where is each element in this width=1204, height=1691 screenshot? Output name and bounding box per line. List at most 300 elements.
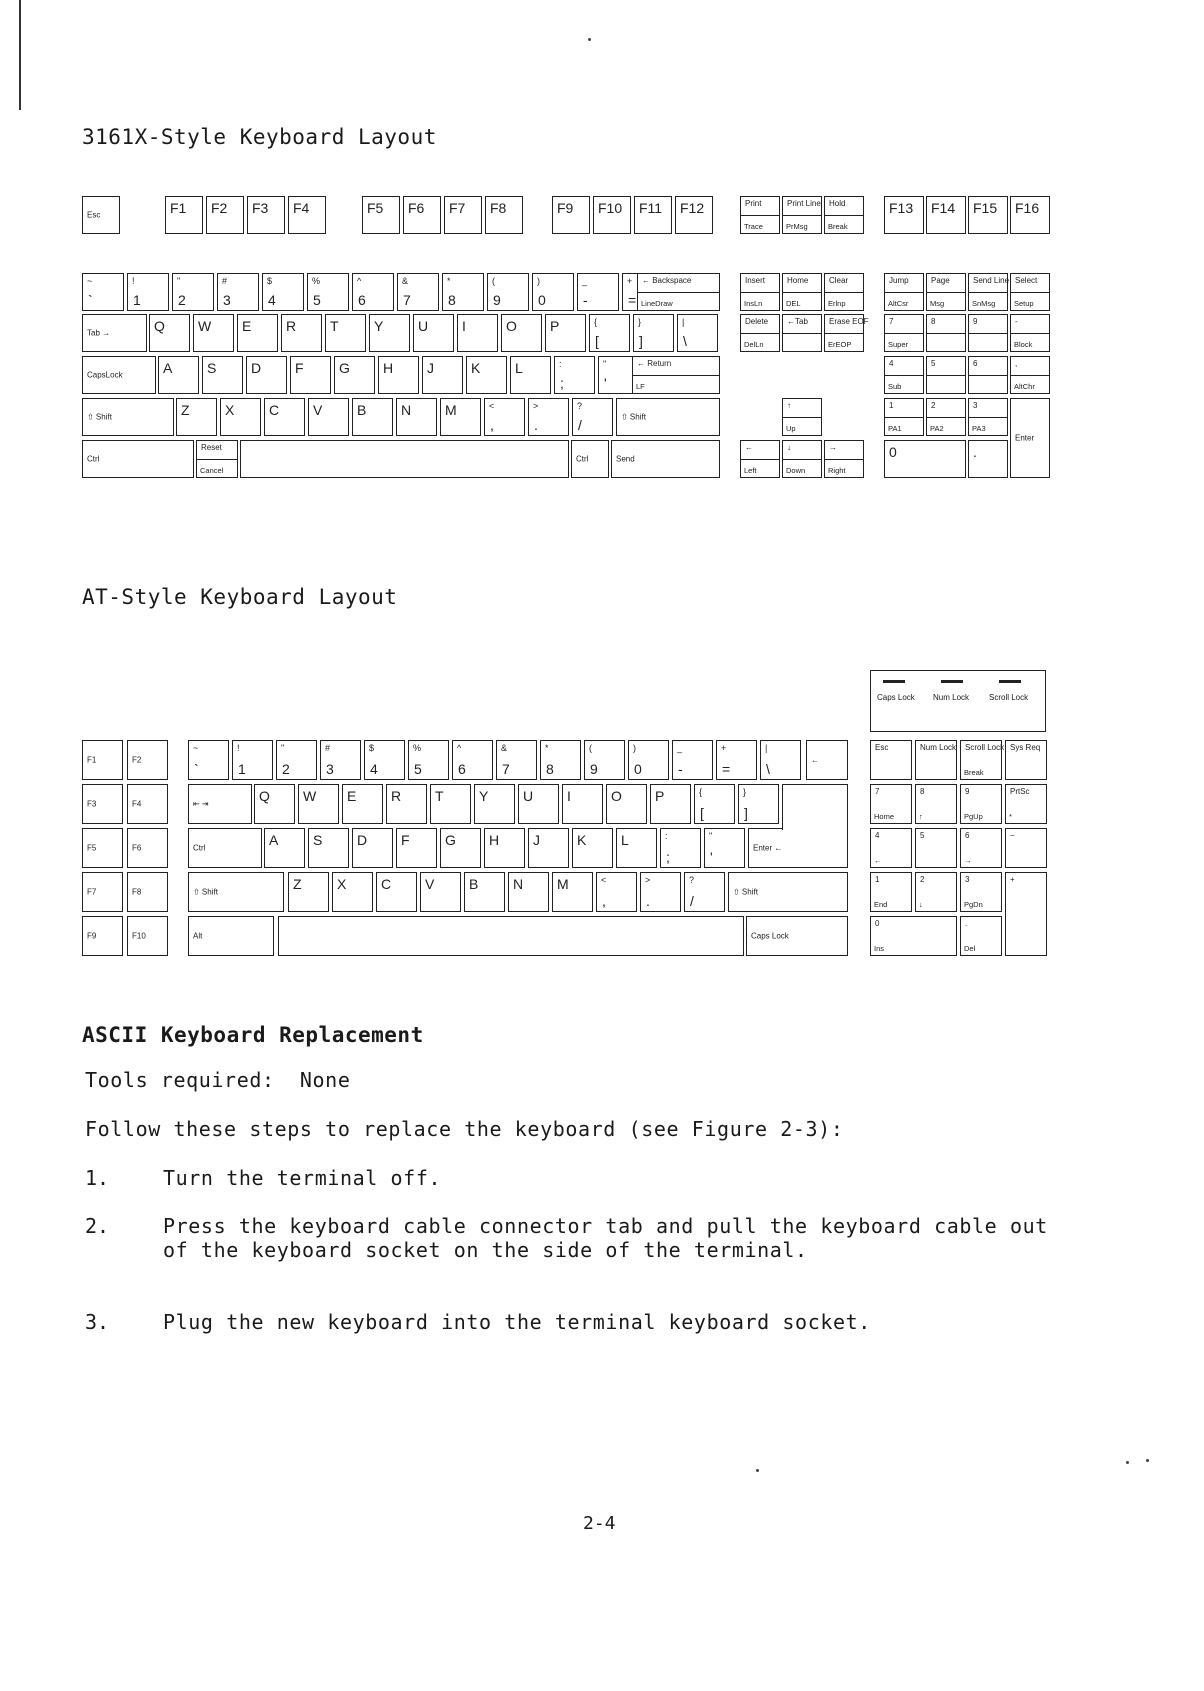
key-at-b	[464, 872, 505, 912]
key-c-label: C	[269, 402, 280, 418]
key-return-sub-label: LF	[636, 382, 645, 391]
key-num-1-label: 1	[133, 292, 141, 308]
key-l-label: L	[515, 360, 523, 376]
key-at-capslock-label: Caps Lock	[751, 931, 789, 941]
key-at-t	[430, 784, 471, 824]
key-at-num-6-shift-label: ^	[457, 743, 462, 753]
key-at-h	[484, 828, 525, 868]
key-at-l-label: L	[621, 832, 629, 848]
key-punct-z-1-label: .	[534, 417, 538, 433]
key-at-num-13-shift-label: |	[765, 743, 768, 753]
key-num-3-shift-label: #	[222, 276, 228, 286]
key-punct-a-1-label: '	[604, 375, 607, 391]
key-left-sub-label: Left	[744, 466, 757, 475]
key-edit-5-label: Erase EOF	[829, 317, 869, 326]
key-at-punct-a-1	[704, 828, 745, 868]
key-pad-0-3-sub-label: Block	[1014, 340, 1033, 349]
key-num-9-shift-label: (	[492, 276, 495, 286]
key-at-num-13	[760, 740, 801, 780]
key-at-n	[508, 872, 549, 912]
key-at-num-3	[320, 740, 361, 780]
key-at-shift-right-label: ⇧ Shift	[733, 887, 758, 897]
key-bracket-2-shift-label: |	[682, 317, 685, 327]
key-pad-2-0-sub-label: PA1	[888, 424, 902, 433]
key-bracket-2-label: \	[683, 333, 687, 349]
key-at-w-label: W	[303, 788, 317, 804]
heading-at-layout: AT-Style Keyboard Layout	[82, 585, 398, 609]
key-at-bracket-1-shift-label: }	[743, 787, 747, 797]
key-at-pad-1-0-label: 4	[875, 831, 880, 840]
key-j-label: J	[427, 360, 434, 376]
key-r-label: R	[286, 318, 297, 334]
key-at-num-8-label: 8	[546, 761, 554, 777]
key-at-p	[650, 784, 691, 824]
key-at-num-1-label: 1	[238, 761, 246, 777]
key-at-k-label: K	[577, 832, 587, 848]
key-s-label: S	[207, 360, 217, 376]
key-at-alt-label: Alt	[193, 931, 203, 941]
key-pad-dot-label: .	[973, 444, 977, 460]
key-at-pad-2-0	[870, 872, 912, 912]
key-at-pad-2-0-sub-label: End	[874, 900, 888, 909]
key-at-punct-z-1	[640, 872, 681, 912]
led-indicator	[941, 680, 963, 683]
key-at-v-label: V	[425, 876, 435, 892]
key-at-num-2-label: 2	[282, 761, 290, 777]
key-at-bracket-0-label: [	[700, 805, 704, 821]
key-pad-top-3-label: Select	[1015, 276, 1038, 285]
key-down-label: ↓	[787, 443, 791, 452]
key-punct-z-2-label: /	[578, 417, 582, 433]
key-at-pad-1-0-sub-label: ←	[874, 856, 882, 865]
key-punct-a-1-shift-label: "	[603, 359, 607, 369]
key-up-label: ↑	[787, 401, 791, 410]
key-pad-top-3-sub-label: Setup	[1014, 299, 1034, 308]
key-num-8-label: 8	[448, 292, 456, 308]
key-at-c	[376, 872, 417, 912]
key-shift-right-label: ⇧ Shift	[621, 412, 646, 422]
key-pad-0-0-sub-label: Super	[888, 340, 909, 349]
key-at-j-label: J	[533, 832, 540, 848]
key-f10-label: F10	[598, 200, 623, 216]
key-print-1-label: Print Line	[787, 199, 821, 208]
step-number: 3.	[85, 1310, 110, 1334]
key-f1-label: F1	[170, 200, 187, 216]
key-a-label: A	[163, 360, 173, 376]
key-at-num-10-shift-label: )	[633, 743, 636, 753]
key-p-label: P	[550, 318, 560, 334]
key-at-f8-label: F8	[132, 887, 142, 897]
key-u-label: U	[418, 318, 429, 334]
key-at-f7-label: F7	[87, 887, 97, 897]
key-at-u-label: U	[523, 788, 534, 804]
key-at-pad-0-3	[1005, 784, 1047, 824]
key-num-11-label: -	[583, 292, 588, 308]
key-punct-a-0-label: ;	[560, 375, 564, 391]
key-num-5-shift-label: %	[312, 276, 321, 286]
key-at-pad-0-3-label: PrtSc	[1010, 787, 1030, 796]
key-num-8-shift-label: *	[447, 276, 451, 286]
key-bracket-0-shift-label: {	[594, 317, 598, 327]
key-f12-label: F12	[680, 200, 705, 216]
key-at-pad-0-1	[915, 784, 957, 824]
key-at-punct-a-0-shift-label: :	[665, 831, 668, 841]
key-at-pad-1-3	[1005, 828, 1047, 868]
key-pad-top-2-label: Send Line	[973, 276, 1010, 285]
key-at-pad-1-1	[915, 828, 957, 868]
key-return-label: ← Return	[637, 359, 672, 368]
key-at-f4-label: F4	[132, 799, 142, 809]
key-num-12-label: =	[628, 292, 637, 308]
key-at-bracket-1-label: ]	[744, 805, 748, 821]
key-q-label: Q	[154, 318, 165, 334]
key-punct-z-0-label: ,	[490, 417, 494, 433]
key-at-pad-1-2-sub-label: →	[964, 856, 972, 865]
key-at-pad-0-1-sub-label: ↑	[919, 812, 923, 821]
key-at-pad-0-0-label: 7	[875, 787, 880, 796]
key-at-punct-z-0-label: ,	[602, 893, 606, 909]
led-label: Num Lock	[933, 693, 970, 702]
key-at-f10-label: F10	[132, 931, 146, 941]
led-label: Caps Lock	[877, 693, 915, 702]
key-at-f6	[127, 828, 168, 868]
key-f5-label: F5	[367, 200, 384, 216]
key-edit-2-label: Clear	[829, 276, 849, 285]
key-n-label: N	[401, 402, 412, 418]
key-at-pad-2-1-label: 2	[920, 875, 925, 884]
key-shift-left-label: ⇧ Shift	[87, 412, 112, 422]
key-down-sub-label: Down	[786, 466, 806, 475]
key-at-punct-z-0	[596, 872, 637, 912]
key-at-num-4-shift-label: $	[369, 743, 375, 753]
key-at-pad-2-2	[960, 872, 1002, 912]
key-pad-2-1-sub-label: PA2	[930, 424, 944, 433]
key-g-label: G	[339, 360, 350, 376]
key-at-f-label: F	[401, 832, 410, 848]
key-pad-top-1-label: Page	[931, 276, 950, 285]
key-at-num-5	[408, 740, 449, 780]
key-w-label: W	[198, 318, 212, 334]
key-at-pad-2-2-sub-label: PgDn	[964, 900, 983, 909]
key-right-sub-label: Right	[828, 466, 846, 475]
key-at-pad-0-0	[870, 784, 912, 824]
key-at-punct-z-2-shift-label: ?	[689, 875, 695, 885]
key-at-pad-zero	[870, 916, 957, 956]
key-at-o-label: O	[611, 788, 622, 804]
key-at-f9-label: F9	[87, 931, 97, 941]
key-at-num-9	[584, 740, 625, 780]
key-at-bracket-0-shift-label: {	[699, 787, 703, 797]
key-v-label: V	[313, 402, 323, 418]
key-f6-label: F6	[408, 200, 425, 216]
key-num-9-label: 9	[493, 292, 501, 308]
key-at-ctrl-label: Ctrl	[193, 843, 206, 853]
key-at-enter	[748, 828, 848, 868]
key-z-label: Z	[181, 402, 190, 418]
key-pad-2-2-sub-label: PA3	[972, 424, 986, 433]
key-up-sub-label: Up	[786, 424, 796, 433]
key-num-11-shift-label: _	[582, 276, 588, 286]
led-indicator	[999, 680, 1021, 683]
key-at-pad-zero-sub-label: Ins	[874, 944, 885, 953]
key-at-shift-left-label: ⇧ Shift	[193, 887, 218, 897]
led-label: Scroll Lock	[989, 693, 1029, 702]
key-f9-label: F9	[557, 200, 574, 216]
key-at-i	[562, 784, 603, 824]
key-at-punct-a-0-label: ;	[666, 849, 670, 865]
key-at-pad-0-2-sub-label: PgUp	[964, 812, 983, 821]
key-at-num-3-shift-label: #	[325, 743, 331, 753]
key-h-label: H	[383, 360, 394, 376]
key-send-label: Send	[616, 454, 635, 464]
key-at-num-10	[628, 740, 669, 780]
key-at-f1-label: F1	[87, 755, 97, 765]
key-at-space	[278, 916, 744, 956]
key-at-c-label: C	[381, 876, 392, 892]
key-at-r	[386, 784, 427, 824]
key-at-pad-1-1-label: 5	[920, 831, 925, 840]
step-text: Turn the terminal off.	[163, 1166, 442, 1190]
key-at-backspace	[806, 740, 848, 780]
key-at-f8	[127, 872, 168, 912]
key-at-pad-top-1	[915, 740, 957, 780]
key-e-label: E	[242, 318, 252, 334]
key-at-pad-0-2	[960, 784, 1002, 824]
key-at-r-label: R	[391, 788, 402, 804]
key-num-7-label: 7	[403, 292, 411, 308]
key-num-7-shift-label: &	[402, 276, 409, 286]
key-at-pad-1-2	[960, 828, 1002, 868]
key-at-num-6-label: 6	[458, 761, 466, 777]
key-at-f10	[127, 916, 168, 956]
key-at-pad-0-1-label: 8	[920, 787, 925, 796]
key-pad-top-2-sub-label: SnMsg	[972, 299, 996, 308]
key-f2-label: F2	[211, 200, 228, 216]
key-pad-top-1-sub-label: Msg	[930, 299, 945, 308]
key-at-punct-z-1-label: .	[646, 893, 650, 909]
key-edit-3-sub-label: DelLn	[744, 340, 764, 349]
key-at-pad-top-3-label: Sys Req	[1010, 743, 1041, 752]
key-x-label: X	[225, 402, 235, 418]
key-f3-label: F3	[252, 200, 269, 216]
key-at-t-label: T	[435, 788, 444, 804]
key-right-label: →	[829, 443, 837, 452]
key-reset-sub-label: Cancel	[200, 466, 224, 475]
key-edit-4-label: ←Tab	[787, 317, 808, 326]
key-at-num-7-label: 7	[502, 761, 510, 777]
key-at-num-11	[672, 740, 713, 780]
key-num-4-shift-label: $	[267, 276, 273, 286]
key-edit-0-sub-label: InsLn	[744, 299, 763, 308]
key-at-f1	[82, 740, 123, 780]
key-esc-label: Esc	[87, 210, 101, 220]
key-at-num-0-label: `	[194, 761, 199, 777]
key-at-pad-top-0	[870, 740, 912, 780]
key-pad-1-0-sub-label: Sub	[888, 382, 902, 391]
key-at-capslock	[746, 916, 848, 956]
key-num-12-shift-label: +	[627, 276, 633, 286]
key-at-q-label: Q	[259, 788, 270, 804]
key-edit-0-label: Insert	[745, 276, 766, 285]
key-pad-0-2-label: 9	[973, 317, 978, 326]
key-num-5-label: 5	[313, 292, 321, 308]
key-at-num-6	[452, 740, 493, 780]
key-at-backspace-label: ←	[811, 755, 819, 765]
key-at-enter-label: Enter ←	[753, 843, 783, 853]
key-at-punct-z-1-shift-label: >	[645, 875, 651, 885]
key-pad-1-0-label: 4	[889, 359, 894, 368]
key-pad-1-2-label: 6	[973, 359, 978, 368]
key-at-pad-dot	[960, 916, 1002, 956]
key-at-g	[440, 828, 481, 868]
heading-ascii-replacement: ASCII Keyboard Replacement	[82, 1023, 424, 1047]
key-print-0-label: Print	[745, 199, 762, 208]
step-text: Plug the new keyboard into the terminal keyboard socket.	[163, 1310, 871, 1334]
key-f11-label: F11	[639, 200, 663, 216]
key-at-g-label: G	[445, 832, 456, 848]
key-at-punct-z-0-shift-label: <	[601, 875, 607, 885]
key-at-ctrl	[188, 828, 262, 868]
key-print-2-sub-label: Break	[828, 222, 848, 231]
key-ctrl-right-label: Ctrl	[576, 454, 589, 464]
key-pad-0-1-label: 8	[931, 317, 936, 326]
key-pad-zero-label: 0	[889, 444, 897, 460]
key-at-punct-z-2-label: /	[690, 893, 694, 909]
key-at-f7	[82, 872, 123, 912]
key-bracket-1-shift-label: }	[638, 317, 642, 327]
key-num-0-label: `	[88, 292, 93, 308]
key-at-num-12-shift-label: +	[721, 743, 727, 753]
key-at-num-9-label: 9	[590, 761, 598, 777]
key-at-f5-label: F5	[87, 843, 97, 853]
key-num-1-shift-label: !	[132, 276, 135, 286]
key-f15-label: F15	[973, 200, 998, 216]
key-at-num-5-label: 5	[414, 761, 422, 777]
key-at-e-label: E	[347, 788, 357, 804]
key-backspace-label: ← Backspace	[642, 276, 692, 285]
key-pad-2-0-label: 1	[889, 401, 894, 410]
key-at-num-1	[232, 740, 273, 780]
key-at-f5	[82, 828, 123, 868]
key-at-num-5-shift-label: %	[413, 743, 422, 753]
key-at-bracket-0	[694, 784, 735, 824]
key-at-p-label: P	[655, 788, 665, 804]
key-edit-1-sub-label: DEL	[786, 299, 801, 308]
key-num-0-shift-label: ~	[87, 276, 93, 286]
key-at-pad-1-2-label: 6	[965, 831, 970, 840]
key-at-shift-right	[728, 872, 848, 912]
key-at-pad-top-1-label: Num Lock	[920, 743, 957, 752]
key-at-pad-1-3-label: −	[1010, 831, 1015, 840]
key-at-e	[342, 784, 383, 824]
step-text: Press the keyboard cable connector tab and pull the keyboard cable out of the keyboard socket on the side of the terminal.	[163, 1214, 1048, 1262]
key-at-pad-zero-label: 0	[875, 919, 880, 928]
key-pad-enter-label: Enter	[1015, 433, 1035, 443]
key-at-tab-label: ⇤ ⇥	[193, 799, 209, 809]
key-at-num-3-label: 3	[326, 761, 334, 777]
key-at-f3-label: F3	[87, 799, 97, 809]
key-at-num-4-label: 4	[370, 761, 378, 777]
key-backspace-sub-label: LineDraw	[641, 299, 673, 308]
key-ctrl-left-label: Ctrl	[87, 454, 100, 464]
key-at-punct-a-1-shift-label: "	[709, 831, 713, 841]
key-at-num-12	[716, 740, 757, 780]
key-at-f4	[127, 784, 168, 824]
key-at-f	[396, 828, 437, 868]
key-f14-label: F14	[931, 200, 956, 216]
key-num-3-label: 3	[223, 292, 231, 308]
key-o-label: O	[506, 318, 517, 334]
key-punct-z-1-shift-label: >	[533, 401, 539, 411]
key-f16-label: F16	[1015, 200, 1040, 216]
key-capslock-label: CapsLock	[87, 370, 123, 380]
key-at-pad-0-2-label: 9	[965, 787, 970, 796]
key-at-y	[474, 784, 515, 824]
key-at-tab	[188, 784, 252, 824]
key-at-j	[528, 828, 569, 868]
led-panel	[870, 670, 1046, 732]
key-tab-label: Tab →	[87, 328, 111, 338]
key-pad-0-3-label: -	[1015, 317, 1018, 326]
key-b-label: B	[357, 402, 367, 418]
key-at-num-8	[540, 740, 581, 780]
key-pad-1-3-label: ,	[1015, 359, 1018, 368]
key-at-q	[254, 784, 295, 824]
key-at-punct-z-2	[684, 872, 725, 912]
key-at-d-label: D	[357, 832, 368, 848]
key-at-num-7	[496, 740, 537, 780]
key-d-label: D	[251, 360, 262, 376]
key-y-label: Y	[374, 318, 384, 334]
key-edit-2-sub-label: Erlnp	[828, 299, 846, 308]
key-left-label: ←	[745, 443, 753, 452]
key-at-pad-dot-sub-label: Del	[964, 944, 976, 953]
key-at-h-label: H	[489, 832, 500, 848]
key-m-label: M	[445, 402, 457, 418]
key-at-num-9-shift-label: (	[589, 743, 592, 753]
key-at-l	[616, 828, 657, 868]
key-at-m	[552, 872, 593, 912]
key-pad-2-2-label: 3	[973, 401, 978, 410]
key-at-pad-2-2-label: 3	[965, 875, 970, 884]
key-at-pad-0-0-sub-label: Home	[874, 812, 895, 821]
key-at-y-label: Y	[479, 788, 489, 804]
key-num-10-label: 0	[538, 292, 546, 308]
key-at-num-1-shift-label: !	[237, 743, 240, 753]
key-edit-5-sub-label: ErEOP	[828, 340, 852, 349]
intro-text: Follow these steps to replace the keyboard (see Figure 2-3):	[85, 1117, 844, 1141]
key-at-enter-top	[782, 784, 848, 830]
key-at-z-label: Z	[293, 876, 302, 892]
key-reset-label: Reset	[201, 443, 222, 452]
key-at-u	[518, 784, 559, 824]
key-pad-0-0-label: 7	[889, 317, 894, 326]
key-pad-2-1-label: 2	[931, 401, 936, 410]
key-at-pad-top-3	[1005, 740, 1047, 780]
key-pad-top-0-sub-label: AltCsr	[888, 299, 909, 308]
key-at-num-4	[364, 740, 405, 780]
key-print-0-sub-label: Trace	[744, 222, 763, 231]
key-pad-1-3-sub-label: AltChr	[1014, 382, 1035, 391]
step-number: 2.	[85, 1214, 110, 1238]
key-at-num-12-label: =	[722, 761, 731, 777]
key-at-pad-top-2	[960, 740, 1005, 780]
key-at-num-0	[188, 740, 229, 780]
key-num-2-shift-label: "	[177, 276, 181, 286]
key-at-x-label: X	[337, 876, 347, 892]
led-indicator	[883, 680, 905, 683]
key-at-s	[308, 828, 349, 868]
